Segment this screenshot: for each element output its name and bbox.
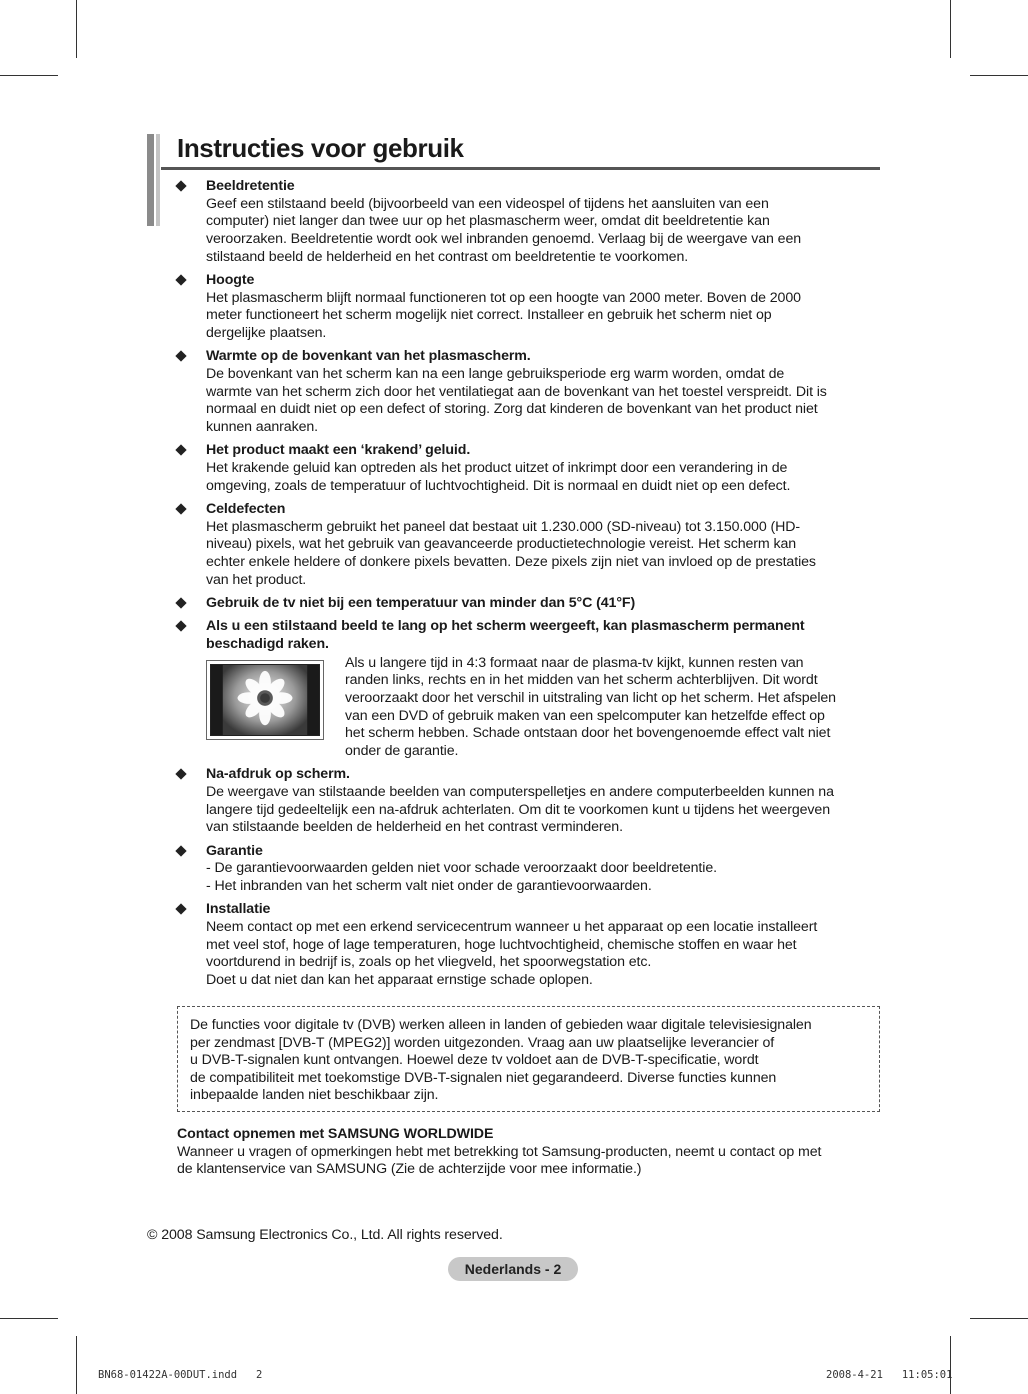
list-item — [177, 843, 883, 896]
crop-mark — [0, 75, 58, 76]
diamond-bullet-icon — [175, 769, 186, 780]
list-item — [177, 348, 883, 437]
item-heading: Als u een stilstaand beeld te lang op het scherm weergeeft, kan plasmascherm permanent beschadigd raken. — [206, 618, 805, 652]
item-heading: Garantie — [206, 842, 263, 859]
contact-text: Wanneer u vragen of opmerkingen hebt met betrekking tot Samsung-producten, neemt u contact op met de klantenservice van SAMSUNG (Zie de achterzijde voor mee informatie.) — [177, 1143, 822, 1178]
crop-mark — [970, 75, 1028, 76]
list-item — [177, 766, 883, 837]
item-text: Neem contact op met een erkend servicecentrum wanneer u het apparaat op een locatie installeert met veel stof, hoge of lage temperaturen, hoge luchtvochtigheid, chemische stoffen en waar het voortdurend in bedrijf is, zoals op het vliegveld, het spoorwegstation etc. Doet u dat niet dan kan het apparaat ernstige schade oplopen. — [206, 918, 818, 989]
crop-mark — [950, 1336, 951, 1394]
print-slug-file: BN68-01422A-00DUT.indd 2 — [98, 1369, 263, 1381]
item-text: Het krakende geluid kan optreden als het product uitzet of inkrimpt door een verandering in de omgeving, zoals de temperatuur of luchtvochtigheid. Dit is normaal en duidt niet op een defect. — [206, 460, 791, 494]
diamond-bullet-icon — [175, 904, 186, 915]
diamond-bullet-icon — [175, 351, 186, 362]
title-rule — [161, 167, 880, 170]
crop-mark — [950, 0, 951, 58]
section-side-bar — [147, 134, 161, 226]
crop-mark — [970, 1318, 1028, 1319]
item-text: Geef een stilstaand beeld (bijvoorbeeld van een videospel of tijdens het aansluiten van een computer) niet langer dan twee uur op het plasmascherm weer, omdat dit beeldretentie kan veroorzaken. Beeldretentie wordt ook wel inbranden genoemd. Verlaag bij de weergave van een stilstaand beeld de helderheid en het contrast om beeldretentie te voorkomen. — [206, 195, 802, 265]
item-text: Het plasmascherm gebruikt het paneel dat bestaat uit 1.230.000 (SD-niveau) tot 3.150.000 (HD- niveau) pixels, wat het gebruik van geavanceerde productietechnologie vereist. Het scherm kan echter enkele heldere of donkere pixels bevatten. Deze pixels zijn niet van invloed op de prestaties van het product. — [206, 518, 816, 588]
contact-heading: Contact opnemen met SAMSUNG WORLDWIDE — [177, 1126, 494, 1142]
page-title: Instructies voor gebruik — [177, 133, 464, 163]
item-text: Het plasmascherm blijft normaal functioneren tot op een hoogte van 2000 meter. Boven de 2000 meter functioneert het scherm mogelijk niet correct. Installeer en gebruik het scherm niet op dergelijke plaatsen. — [206, 289, 801, 342]
list-item — [177, 442, 883, 495]
page-number-badge: Nederlands - 2 — [448, 1257, 578, 1281]
list-item — [177, 901, 883, 990]
list-item — [177, 595, 883, 613]
item-heading: Hoogte — [206, 272, 255, 289]
dvb-notice-box: De functies voor digitale tv (DVB) werken alleen in landen of gebieden waar digitale televisiesignalen per zendmast [DVB-T (MPEG2)] worden uitgezonden. Vraag aan uw plaatselijke leverancier of u DVB-T-signalen kunt ontvangen. Hoewel deze tv voldoet aan de DVB-T-specificatie, wordt de compatibiliteit met toekomstige DVB-T-signalen niet gegarandeerd. Diverse functies kunnen inbepaalde landen niet beschikbaar zijn. — [177, 1006, 880, 1112]
diamond-bullet-icon — [175, 621, 186, 632]
instructions-list — [177, 178, 883, 995]
contact-section — [177, 1126, 883, 1179]
item-heading: Warmte op de bovenkant van het plasmascherm. — [206, 348, 531, 365]
figure-row — [206, 655, 883, 761]
crop-mark — [76, 0, 77, 58]
item-heading: Na-afdruk op scherm. — [206, 766, 350, 783]
diamond-bullet-icon — [175, 445, 186, 456]
crop-mark — [0, 1318, 58, 1319]
diamond-bullet-icon — [175, 845, 186, 856]
figure-text: Als u langere tijd in 4:3 formaat naar de plasma-tv kijkt, kunnen resten van randen links, rechts en in het midden van het scherm achterblijven. Dit wordt veroorzaakt door het verschil in uitstraling van licht op het scherm. Het afspelen van een DVD of gebruik maken van een spelcomputer kan hetzelfde effect op het scherm hebben. Schade ontstaan door het bovengenoemde effect valt niet onder de garantie. — [345, 654, 836, 760]
list-item — [177, 178, 883, 267]
item-heading: Het product maakt een ‘krakend’ geluid. — [206, 442, 471, 459]
item-text: De weergave van stilstaande beelden van computerspelletjes en andere computerbeelden kunnen na langere tijd gedeeltelijk een na-afdruk achterlaten. Om dit te voorkomen kunt u tijdens het weergeven van stilstaande beelden de helderheid en het contrast verminderen. — [206, 784, 834, 836]
item-text: De bovenkant van het scherm kan na een lange gebruiksperiode erg warm worden, omdat de warmte van het scherm zich door het ventilatiegat aan de bovenkant van het toestel verspreidt. Dit is normaal en duidt niet op een defect of storing. Zorg dat kinderen de bovenkant van het product niet kunnen aanraken. — [206, 366, 827, 436]
diamond-bullet-icon — [175, 180, 186, 191]
item-heading: Gebruik de tv niet bij een temperatuur van minder dan 5°C (41°F) — [206, 594, 636, 611]
item-heading: Installatie — [206, 901, 271, 918]
crop-mark — [76, 1336, 77, 1394]
diamond-bullet-icon — [175, 597, 186, 608]
list-item — [177, 501, 883, 590]
list-item — [177, 618, 883, 761]
tv-screen-image — [206, 660, 324, 740]
item-text: - De garantievoorwaarden gelden niet voor schade veroorzaakt door beeldretentie. - Het inbranden van het scherm valt niet onder de garantievoorwaarden. — [206, 860, 717, 895]
list-item — [177, 272, 883, 343]
diamond-bullet-icon — [175, 274, 186, 285]
diamond-bullet-icon — [175, 503, 186, 514]
print-slug-date: 2008-4-21 11:05:01 — [826, 1369, 953, 1381]
copyright-notice: © 2008 Samsung Electronics Co., Ltd. All rights reserved. — [147, 1227, 503, 1243]
item-heading: Celdefecten — [206, 500, 286, 517]
flower-picture-icon — [210, 664, 320, 736]
item-heading: Beeldretentie — [206, 178, 295, 194]
